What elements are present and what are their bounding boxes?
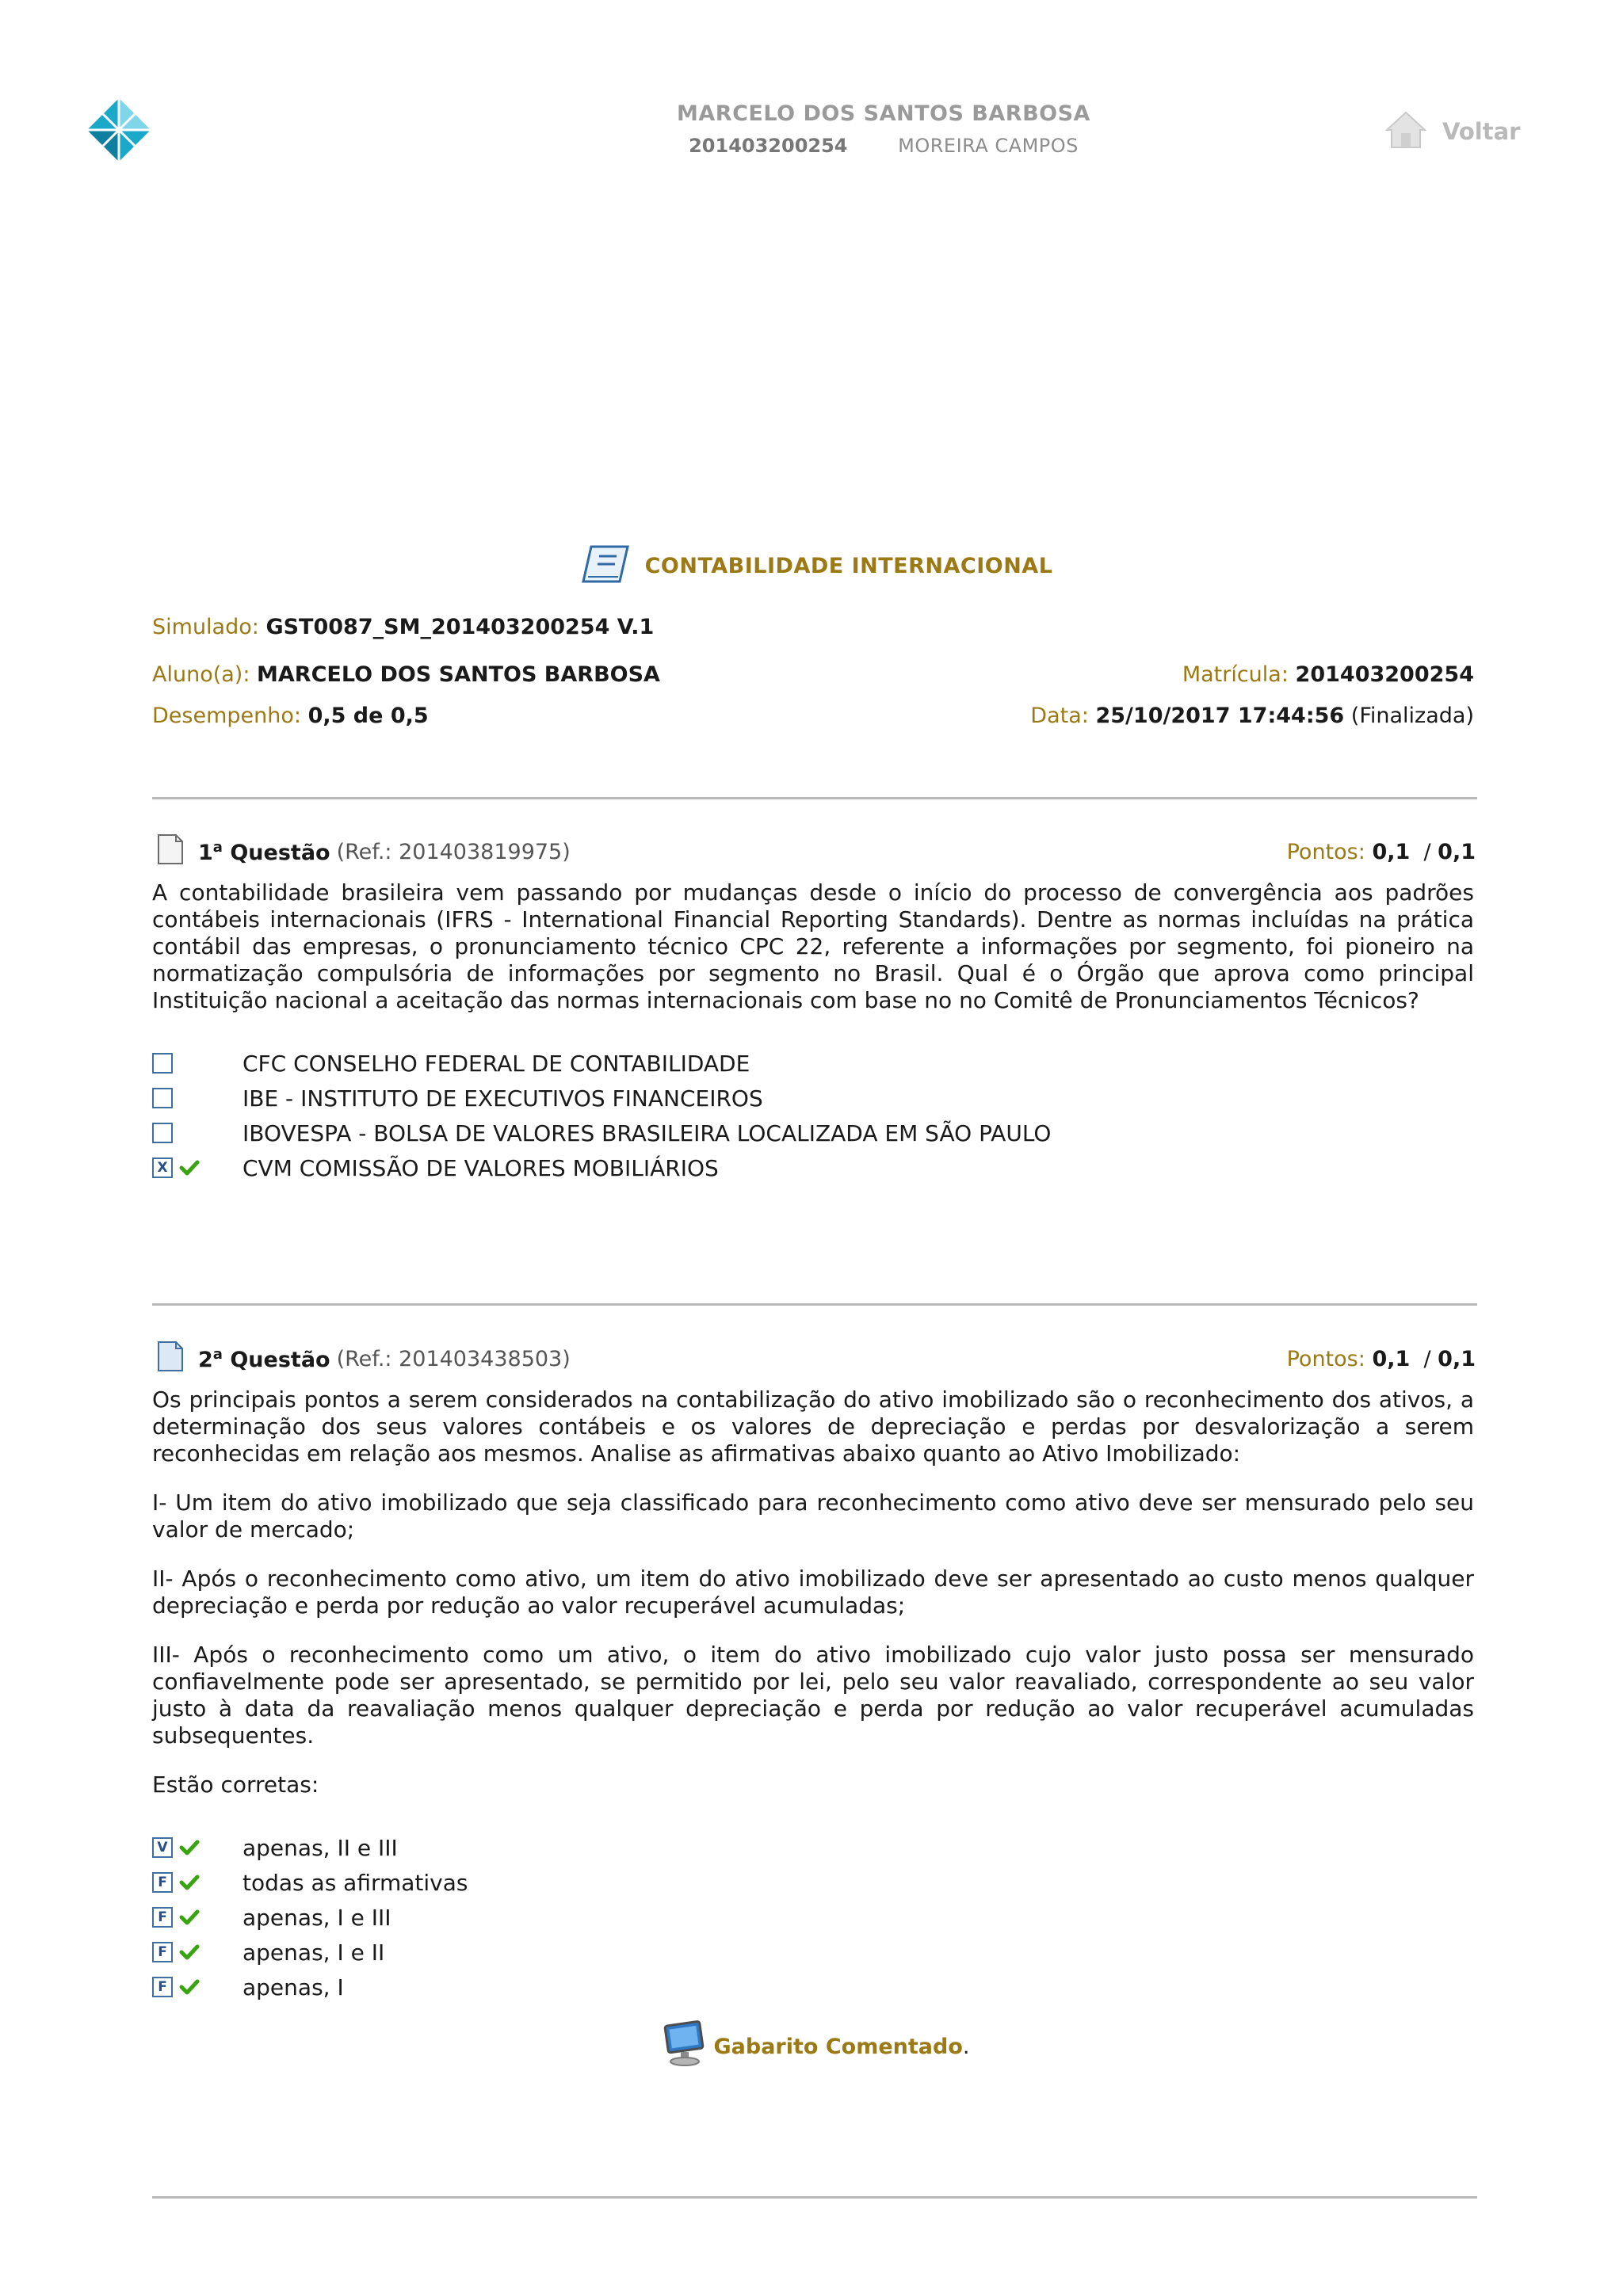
option-label: CVM COMISSÃO DE VALORES MOBILIÁRIOS [242, 1154, 719, 1181]
option-item[interactable] [152, 1830, 468, 1865]
mark-slot [179, 1052, 203, 1074]
question-2-title [198, 1346, 330, 1372]
option-label: CFC CONSELHO FEDERAL DE CONTABILIDADE [242, 1050, 750, 1077]
statement-iii: III- Após o reconhecimento como um ativo, o item do ativo imobilizado cujo valor justo possa ser mensurado confiavelmente pode ser apresentado, se permitido por lei, pelo seu valor reavaliado, correspondente ao seu valor justo à data da reavaliação menos qualquer depreciação e perda por redução ao valor recuperável acumuladas subsequentes. [152, 1642, 1474, 1749]
points-value: 0,1 [1372, 1347, 1411, 1371]
question-label: Questão [230, 841, 330, 865]
option-checkbox[interactable] [152, 1088, 173, 1108]
header-subline [0, 135, 1623, 157]
matricula-label: Matrícula: [1182, 662, 1289, 687]
question-ref: (Ref.: 201403438503) [336, 1347, 571, 1371]
question-2-options [152, 1830, 468, 2004]
option-item[interactable] [152, 1116, 1051, 1150]
mark-slot [179, 1157, 203, 1179]
check-icon [179, 1909, 200, 1925]
question-prompt: Estão corretas: [152, 1772, 319, 1798]
desempenho-label: Desempenho: [152, 704, 301, 728]
ordinal-indicator: a [212, 1346, 223, 1363]
question-1-header [157, 833, 1476, 871]
data-value: 25/10/2017 17:44:56 [1095, 704, 1345, 728]
mark-slot [179, 1836, 203, 1859]
points-max: 0,1 [1438, 840, 1476, 864]
divider [152, 1303, 1477, 1306]
question-points [1287, 1347, 1476, 1371]
question-1-title [198, 839, 330, 865]
option-label: IBOVESPA - BOLSA DE VALORES BRASILEIRA LOCALIZADA EM SÃO PAULO [242, 1119, 1052, 1146]
desempenho-row [152, 704, 429, 728]
option-label: IBE - INSTITUTO DE EXECUTIVOS FINANCEIROS [242, 1085, 763, 1112]
option-checkbox[interactable]: F [152, 1872, 173, 1893]
points-max: 0,1 [1438, 1347, 1476, 1371]
option-item[interactable] [152, 1865, 468, 1900]
option-label: apenas, I e II [242, 1939, 385, 1966]
option-checkbox[interactable] [152, 1053, 173, 1074]
page-icon [157, 1341, 184, 1378]
gabarito-comentado [0, 2020, 1623, 2073]
points-label: Pontos: [1286, 840, 1365, 864]
simulado-row [152, 615, 654, 639]
back-button[interactable] [1384, 109, 1520, 154]
course-title-bar [0, 542, 1623, 589]
mark-slot [179, 1087, 203, 1109]
matricula-value: 201403200254 [1295, 662, 1474, 687]
option-label: apenas, I e III [242, 1904, 391, 1931]
points-label: Pontos: [1286, 1347, 1365, 1371]
option-checkbox[interactable]: X [152, 1158, 173, 1178]
option-checkbox[interactable] [152, 1123, 173, 1143]
statement-i: I- Um item do ativo imobilizado que seja classificado para reconhecimento como ativo deve ser mensurado pelo seu valor de mercado; [152, 1489, 1474, 1543]
matricula-row [1182, 662, 1474, 687]
divider [152, 797, 1477, 799]
question-label: Questão [230, 1348, 330, 1372]
check-icon [179, 1840, 200, 1855]
simulado-value: GST0087_SM_201403200254 V.1 [265, 615, 655, 639]
option-checkbox[interactable]: F [152, 1977, 173, 1997]
points-separator: / [1423, 840, 1431, 864]
mark-slot [179, 1941, 203, 1963]
aluno-row [152, 662, 660, 687]
home-icon [1384, 109, 1428, 154]
points-value: 0,1 [1372, 840, 1411, 864]
back-label: Voltar [1442, 118, 1521, 145]
option-item[interactable] [152, 1900, 468, 1935]
check-icon [179, 1875, 200, 1890]
check-icon [179, 1979, 200, 1995]
ordinal-indicator: a [212, 839, 223, 856]
aluno-value: MARCELO DOS SANTOS BARBOSA [257, 662, 660, 687]
question-number: 2 [198, 1348, 213, 1372]
question-2-header [157, 1341, 1476, 1378]
option-checkbox[interactable]: V [152, 1837, 173, 1858]
monitor-icon[interactable] [663, 2020, 706, 2073]
question-2-intro: Os principais pontos a serem considerados na contabilização do ativo imobilizado são o reconhecimento dos ativos, a determinação dos seus valores contábeis e os valores de depreciação e perdas por desvalorização a serem reconhecidas em relação aos mesmos. Analise as afirmativas abaixo quanto ao Ativo Imobilizado: [152, 1386, 1474, 1466]
option-label: apenas, II e III [242, 1834, 398, 1861]
header-matricula: 201403200254 [689, 135, 848, 157]
data-label: Data: [1030, 704, 1089, 728]
mark-slot [179, 1871, 203, 1894]
mark-slot [179, 1976, 203, 1998]
header-campus: MOREIRA CAMPOS [898, 135, 1079, 157]
divider [152, 2196, 1477, 2199]
question-1-text: A contabilidade brasileira vem passando por mudanças desde o início do processo de convergência aos padrões contábeis internacionais (IFRS - International Financial Reporting Standards). Dentre as normas incluídas na prática contábil das empresas, o pronunciamento técnico CPC 22, referente a informações por segmento, foi pioneiro na normatização compulsória de informações por segmento no Brasil. Qual é o Órgão que aprova como principal Instituição nacional a aceitação das normas internacionais com base no no Comitê de Pronunciamentos Técnicos? [152, 879, 1474, 1013]
option-label: apenas, I [242, 1974, 344, 2000]
gabarito-link[interactable]: Gabarito Comentado [713, 2035, 963, 2059]
simulado-label: Simulado: [152, 615, 259, 639]
question-ref: (Ref.: 201403819975) [336, 840, 571, 864]
option-item[interactable] [152, 1970, 468, 2004]
status-text: (Finalizada) [1350, 704, 1474, 728]
aluno-label: Aluno(a): [152, 662, 250, 687]
course-title: CONTABILIDADE INTERNACIONAL [644, 553, 1053, 578]
option-item[interactable] [152, 1935, 468, 1970]
gabarito-suffix: . [962, 2035, 970, 2059]
header-student-name: MARCELO DOS SANTOS BARBOSA [677, 101, 1090, 126]
mark-slot [179, 1122, 203, 1144]
option-label: todas as afirmativas [242, 1869, 468, 1896]
option-checkbox[interactable]: F [152, 1942, 173, 1962]
question-points [1287, 840, 1476, 864]
notebook-icon [580, 542, 631, 589]
points-separator: / [1423, 1347, 1431, 1371]
option-item[interactable] [152, 1046, 1051, 1081]
check-icon [179, 1944, 200, 1960]
question-number: 1 [198, 841, 213, 865]
question-1-options [152, 1046, 1051, 1185]
data-row [1030, 704, 1474, 728]
desempenho-value: 0,5 de 0,5 [307, 704, 429, 728]
option-item[interactable] [152, 1081, 1051, 1116]
option-checkbox[interactable]: F [152, 1907, 173, 1928]
statement-ii: II- Após o reconhecimento como ativo, um item do ativo imobilizado deve ser apresentado ao custo menos qualquer depreciação e perda por redução ao valor recuperável acumuladas; [152, 1566, 1474, 1619]
mark-slot [179, 1906, 203, 1928]
option-item[interactable] [152, 1150, 1051, 1185]
page-icon [157, 833, 184, 871]
check-icon [179, 1160, 200, 1176]
